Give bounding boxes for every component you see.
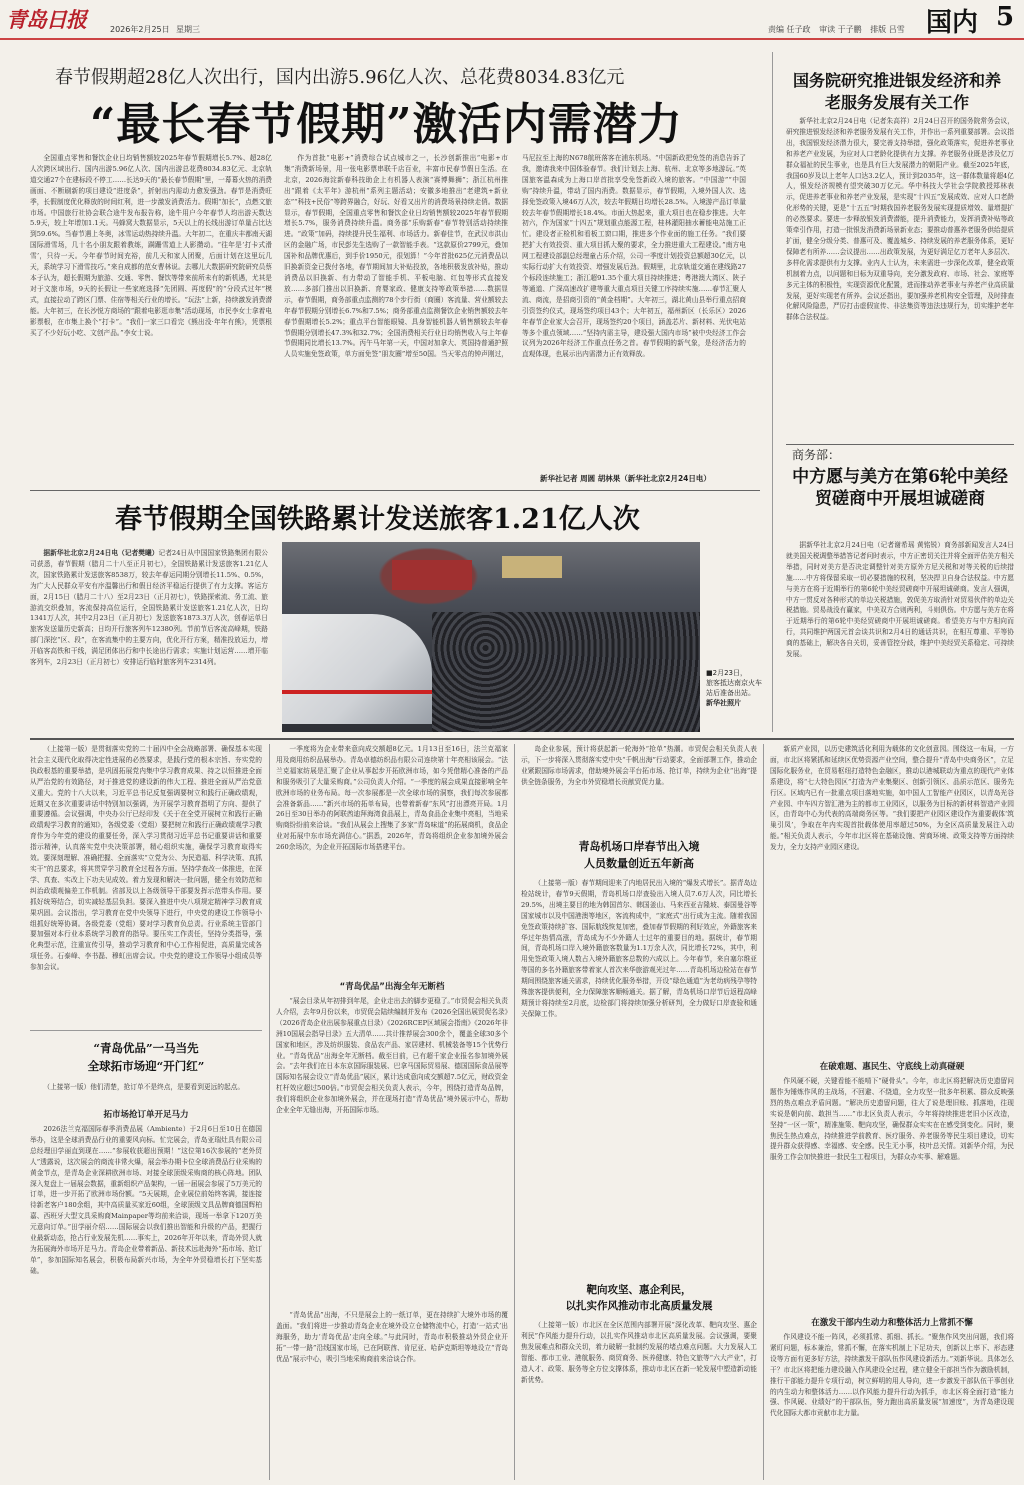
- section-title: 国内: [926, 8, 979, 38]
- lower-col4-a: 新质产业园，以历史建筑活化利用为载体的文化创意园。围绕这一布局，一方面，市北区将紧抓和延续区优势资源产业空间，整合提升“青岛中央商务区”，立足国际化服务业，在贸易枢纽打造特色金融区，推动以港城联动为重点的现代产业体系建设，将“七大特色园区”打造为产业集聚区、创新引领区、品质示范区、服务先行区。区域内已有一批重点项目落地实施，如中国人工智能产业园区，以青岛光谷产业园、中车四方智汇港为主的都市工业园区，以服务为目标的新材料智造产业园区，由青岛中心为代表的高端商务区等。“我们要把产业园区建设作为重要载体‘筑巢引凤’，争取在年内实现首批载体使用率超过50%，为全区高质量发展注入动能。”相关负责人表示，今年市北区将在基础设施、营商环境、政策支持等方面持续发力，全力支持产业园区建设。: [770, 745, 1014, 852]
- lower-divider-2: [514, 744, 515, 1480]
- lower-divider: [30, 738, 1014, 740]
- reviewer-label: 审读: [819, 25, 836, 34]
- rail-headline: 春节假期全国铁路累计发送旅客1.21亿人次: [115, 504, 640, 535]
- qd-headline-2: 全球拓市场迎“开门红”: [87, 1059, 205, 1073]
- lower-col1-a: （上接第一版）是贯彻落实党的二十届四中全会战略部署、确保基本实现社会主义现代化取得决定性进展的必然要求，是践行党的根本宗旨、夯实党的执政根基的重要举措，是巩固拓展党内集中学习教育成果、持之以恒推进全面从严治党的有效路径，对于推进党的建设新的伟大工程、推进全面从严治党意义重大。党的十八大以来，习近平总书记反复强调要树立和践行正确政绩观，近期又在多次重要讲话中特别加以强调，为开展学习教育指明了方向、提供了重要遵循。会议强调，中央办公厅已经印发《关于在全党开展树立和践行正确政绩观学习教育的通知》，各级党委（党组）要把树立和践行正确政绩观学习教育作为今年党的建设的重要任务，深入学习贯彻习近平总书记重要讲话和重要指示精神，认真落实党中央决策部署，精心组织实施，确保学习教育取得实效。要深刻理解、准确把握、全面落实“立党为公、为民造福、科学决策、真抓实干”的总要求，将其贯穿学习教育全过程各方面。坚持学查改一体推进，在深学、真查、实改上下功夫见成效。着力发现和解决一批问题，健全有效防范和纠治政绩观偏差工作机制。省部及以上各级领导干部要发挥示范带头作用。要抓好统筹结合，切实减轻基层负担。要深入推进中央八项规定精神学习教育成果巩固。会议指出，学习教育在党中央领导下进行，中央党的建设工作领导小组抓好统筹协调。各级党委（党组）要对学习教育负总责。行业系统主管部门要加强对本行业本系统学习教育的指导。要压实工作责任，坚持分类指导，强化典型示范，注重宣传引导，推动学习教育和中心工作相促进，高质量完成各项任务。石泰峰、李书磊、穆虹出席会议。中央党的建设工作领导小组成员等参加会议。: [30, 745, 262, 972]
- rail-body: [30, 548, 268, 734]
- sub-head-3-line-2: 以扎实作风推动市北高质量发展: [565, 1300, 713, 1312]
- lower-col2-b: “展会目录从年初排到年尾，企业走出去的脚步更稳了。”市贸促会相关负责人介绍，去年9月份以来，市贸促会陆续编制并发布《2026全国出展贸促名录》（2026青岛企业出展参展重点目录）《2026RCEP区域展会指南》《2026年非洲10国展会指导目录》五大清单……共计推荐展会300余个，覆盖全球30多个国家和地区，涉及纺织服装、食品农产品、家居建材、机械装备等15个优势行业。“青岛优品”出海全年无断档。截至目前，已有超千家企业报名参加境外展会。“去年我们在日本东京国际服装展、巴拿马国际贸易展、德国国际食品展等国际知名展会设立“青岛优品”展区，累计达成意向成交额超7.5亿元，财政资金杠杆效应超过500倍。”市贸促会相关负责人表示，今年，围绕打造青岛品牌，我们将组织企业参加境外展会，并在现场打造“青岛优品”境外展示中心，帮助企业全年无缝出海，开拓国际市场。: [276, 997, 508, 1115]
- sub-head-2: “青岛优品”出海全年无断档: [339, 982, 445, 992]
- photo-crowd: [432, 612, 700, 732]
- editor-label: 责编: [768, 25, 784, 34]
- right1-body: 新华社北京2月24日电（记者朱高祥）2月24日召开的国务院常务会议，研究推进银发经济和养老服务发展有关工作，并作出一系列重要部署。会议指出，我国银发经济潜力很大，要完善支持举措，强化政策落实，促进养老事业和养老产业发展，为应对人口老龄化提供有力支撑。养老服务业既是涉及亿万群众福祉的民生事业，也是具有巨大发展潜力的朝阳产业。截至2025年底，我国60岁及以上老年人口达3.2亿人，预计到2035年，这一群体数量将超4亿人，银发经济规模有望突破30万亿元。华中科技大学社会学院教授郑林表示，促进养老事业和养老产业发展，是实现“十四五”发展成效、应对人口老龄化形势的关键，更是“十五五”时期我国养老服务发展实现提质增效、量增提扩的必然要求。要进一步释放银发消费潜能，提升消费能力，发挥消费补贴等政策牵引作用，打造一批银发消费新场景新业态；要推动普惠养老服务供给提质扩面，健全分级分类、普惠可及、覆盖城乡、持续发展的养老服务体系，更好保障老有所养……会议提出……出政策发展，为更好满足亿万老年人多层次、多样化需求提供有力支撑。业内人士认为，未来需进一步深化改革，健全政策机制着力点，以问题和目标为双重导向，充分激发政府、市场、社会、家庭等多元主体的积极性，实现资源优化配置，进而推动养老事业与养老产业高质量发展，更好实现老有所养。会议还指出，要加强养老机构安全管理，及时排查化解风险隐患，严厉打击虚假宣传、非法集资等违法违规行为，切实维护老年群体合法权益。: [786, 117, 1014, 322]
- lower-col3-c: （上接第一版）市北区在全区范围内部署开展“深化改革、靶向攻坚、惠企利民”作风能力提升行动，以扎实作风推动市北区高质量发展。会议强调，要聚焦发展难点和群众关切，着力破解一批制约发展的堵点难点问题。大力发展人工智能、都市工业、港航服务、商贸商务、医养健康、特色文旅等“六大产业”，打造人才、政策、服务等全方位支撑体系，推动市北区在新一轮发展中塑造新动能新优势。: [521, 1321, 757, 1384]
- editor-name: 任子政: [786, 25, 811, 34]
- caption-text: 旅客抵达南京火车站后准备出站。: [706, 679, 762, 697]
- lower-divider-3: [763, 744, 764, 1480]
- right1-divider: [786, 444, 1014, 445]
- lower-col4-b: 作风硬不硬，关键看能不能啃下“硬骨头”。今年，市北区将把解决历史遗留问题作为锤炼作风的主战场，不回避、不绕道，全力攻坚一批多年积累、群众反映强烈的热点难点矛盾问题。“解决历史遗留问题，往大了说是理旧账、抓落地，往现实说是朝向前、敢担当……”市北区负责人表示，今年将持续推进老旧小区改造，坚持“一区一策”，精准施策、靶向攻坚，确保群众实实在在感受到变化。同时，聚焦民生热点难点，持续推进学前教育、医疗服务、养老服务等民生项目建设，切实提升群众获得感、幸福感、安全感。民生无小事，枝叶总关情。刘新华介绍，为民服务工作会加快推进一批民生工程项目，为群众办实事、解难题。: [770, 1077, 1014, 1162]
- photo-train: [282, 614, 432, 724]
- lower-divider-1: [269, 744, 270, 1480]
- masthead-rule: [0, 38, 1024, 40]
- lead-column-2: 作为首批“电影+”消费综合试点城市之一，长沙创新推出“电影+市集”消费新场景，用一张电影票串联千店百业，丰富市民春节假日生活。在北京，2026海淀新春科技助企上有机器人表演“赛博舞狮”；浙江杭州推出“跟着《太平年》游杭州”系列主题活动；安徽多地推出“老建筑+新业态”“科技+民俗”等跨界融合，好玩、好看又出片的消费场景持续走俏。数据显示，春节假期，全国重点零售和餐饮企业日均销售额较2025年春节假期增长5.7%，服务消费持续升温。商务部“乐购新春”春节特别活动持续推进。“政策”加码，持续提升民生福利、市场活力。新春佳节，在武汉市洪山区的金融广场，市民彭先生选购了一款智能手表。“这款原价2799元，叠加国补和品牌优惠后，到手价1950元，很划算！”今年首批625亿元消费品以旧换新资金已拨付各地，春节期间加大补贴投放，各地积极发放补贴，推动消费品以旧换新、有力带动了智能手机、平板电脑、红包等形式直接发放……多部门推出以旧换新、育婴家政、健康支持等政策举措……数据显示，春节假期，商务部重点监测的78个步行街（商圈）客流量、营业额较去年春节假期分别增长6.7%和7.5%；商务部重点监测餐饮企业销售额较去年春节假期增长5.2%；重点平台智能眼镜、具身智能机器人销售额较去年春节假期分别增长47.3%和32.7%；全国消费相关行业日均销售收入与上年春节假期同比增长13.7%。丙午马年第一天，中国对加拿大、英国持普通护照人员实施免签政策，单方面免签“朋友圈”增至50国。当天零点的钟声刚过，马尼拉至上海的N678航班落客在浦东机场。“中国新政把免签的消息告诉了我，邀请我来中国体验春节。我们计划去上海、杭州、北京等多地游玩。”英国旅客温森成为上海口岸首批享受免签新政入境的旅客。“中国游”“中国购”持续升温，带动了国内消费。数据显示，春节假期，入境外国人次、选择免签政策入境46万人次，较去年假期日均增长28.5%。入境游产品订单量较去年春节假期增长18.4%。市面大热起来，重大项目也在稳步推进。大年初六，作为国家“十四五”规划重点能源工程，桂林灌阳抽水蓄能电站施工正忙。建设者正检机和看板工窗口期，推进多个作业面的施工任务。“我们要把扩大有效投资、重大项目抓大聚的要求，全力推进重大工程建设。”南方电网工程建设部副总经理童占乐介绍，公司一季度计划投资总额超30亿元，以实际行动扩大有效投资、增强发展后劲。假期里，北京轨道交通在建线路27个标段连续施工；浙江超91.35个重大项目持续推进；粤港澳大湾区、陕子等通道、广深高速改扩建等重大重点项目关键工序持续实施……春节汇聚人流、商流，是招商引资的“黄金档期”。大年初三，湖北黄山县举行重点招商引资签约仪式，现场签约项目43个；大年初五，福州新区（长乐区）2026年春节企业家大会召开，现场签约20个项目，涵盖芯片、新材料、光伏电站等多个重点领域……“坚持内需主导，建设强大国内市场”被中央经济工作会议列为2026年经济工作重点任务之首。春节假期的新气象，是经济活力的直观体现，也展示出内需潜力正有效释放。: [284, 154, 746, 359]
- sub-head-5: 在激发干部内生动力和整体活力上常抓不懈: [811, 1318, 973, 1328]
- right2-body: 据新华社北京2月24日电（记者谢希瑶 黄铭锐）商务部新闻发言人24日就美国关税调整举措答记者问时表示，中方正密切关注并将全面评估美方相关举措，同时对美方是否决定调整针对美方原外方尼关税和对等关税的后续措施……中方将保留采取一切必要措施的权利，坚决捍卫自身合法权益。中方愿与美方在将于近期举行的第6轮中美经贸磋商中开展坦诚磋商。发言人强调，中方一贯反对各种形式的单边关税措施，敦促美方取消针对贸易伙伴的单边关税措施。贸易战没有赢家，中美双方合则两利，斗则俱伤。中方愿与美方在将于近期举行的第6轮中美经贸磋商中开展坦诚磋商。希望美方与中方相向而行，共同维护两国元首会谈共识和2月4日的通话共识，在相互尊重、平等协商的基础上，解决各自关切，妥善管控分歧，维护中美经贸关系稳定、可持续发展。: [786, 541, 1014, 659]
- rail-photo-caption: [706, 668, 764, 708]
- lower-col1-rule: [30, 1030, 262, 1031]
- qd-headline-1: “青岛优品”一马当先: [93, 1041, 199, 1055]
- lower-col3-b: （上接第一版）春节期间迎来了内地居民出入境的“爆发式增长”。据青岛边检站统计，春节9天假期，青岛机场口岸查验出入境人员7.6万人次，同比增长29.5%，出境主要目的地为韩国首尔、韩国釜山、马来西亚吉隆坡、泰国曼谷等国家城市以及中国港澳等地区，客流构成中，“家庭式”出行成为主流。随着我国免签政策持续扩容、国际航线恢复加密，叠加春节假期的利好效应，外籍旅客来华过年热情高涨，青岛成为不少外籍人士过年的重要目的地。据统计，春节期间，青岛机场口岸入境外籍旅客数量为1.1万余人次，同比增长72%，其中，利用免签政策入境人数占入境外籍旅客总数的六成以上。今年春节，来自塞尔维亚等国的多名外籍旅客带着家人首次来华旅游观光过年……青岛机场边检站在春节期间围绕旅客通关需求，持续优化服务举措，开设“绿色通道”为老幼病残孕等特殊旅客提供便利，全力保障旅客顺畅通关。据了解，青岛机场口岸节后返程高峰期预计将持续至2月底，边检部门将持续加强分析研判，全力做好口岸查验和通关保障工作。: [521, 879, 757, 1018]
- newspaper-logo: 青岛日报: [6, 7, 86, 32]
- lower-col3-a: 岛企业参展，预计将获起新一轮海外“抢单”热潮。市贸促会相关负责人表示，下一步将深入贯彻落实党中央“千帆出海”行动要求，全面部署工作，推动企业紧跟国际市场需求，借助境外展会平台拓市场、抢订单，持续为企业“出海”提供全链条服务，为全市外贸稳增长贡献贸促力量。: [521, 745, 757, 786]
- qd2-headline-1: 青岛机场口岸春节出入境: [578, 840, 700, 853]
- lower-col1-c: 2026法兰克福国际春季消费品展（Ambiente）于2月6日至10日在德国举办，这是全球消费品行业的重要风向标。忙完展会，青岛亚瑞灶具有限公司总经理田学丽直到现在……“参展收获超出预期！”这位第16次参展的“老外贸人”透露说，这次展会的商流非常火爆，展会举办期卡位全球消费品行业采购的黄金节点，是青岛企业深耕欧洲市场、对接全球顶级采购商的核心阵地。团队深入复盘上一届展会数据，重新组织产品架构，一届一届展会参展了5万美元的订单，进一步开拓了欧洲市场份额。“5天展期，企业展位前始终客满，接连接待新老客户180余组，其中高质量买家近60组，全球顶级文具品牌商德国辉柏嘉、西班牙大型文具采购商Mainpaper等均前来洽谈，现场一举拿下120万美元意向订单。”田学丽介绍……国际展会以我们推出智能和升级的产品，把握行业最新动态，抢占行业发展先机……事实上，2026年开年以来，青岛外贸人就为拓展海外市场开足马力。青岛企业带着新品、新技术远赴海外“拓市场、抢订单”，参加国际知名展会，积极布局新兴市场，为全年外贸稳增长打下坚实基础。: [30, 1125, 262, 1275]
- sub-head-1: 拓市场抢订单开足马力: [103, 1110, 189, 1120]
- layout-name: 吕雪: [888, 25, 905, 34]
- sub-head-3-line-1: 靶向攻坚、惠企利民，: [586, 1284, 692, 1296]
- caption-credit: 新华社照片: [706, 699, 741, 707]
- right2-headline: 中方愿与美方在第6轮中美经贸磋商中开展坦诚磋商: [792, 467, 1008, 509]
- photo-sign-2: [502, 556, 562, 578]
- right2-kicker: 商务部：: [792, 448, 841, 462]
- rail-photo: [282, 542, 700, 732]
- rail-dateline: 据新华社北京2月24日电（记者樊曦）: [43, 549, 159, 557]
- lower-col1-b: （上接第一版）他们清楚，抢订单不是终点，是要看到更远的起点。: [43, 1083, 245, 1091]
- lower-col2-c: “青岛优品”出海，不只是展会上的一纸订单，更在持续扩大境外市场的覆盖面。“我们将进一步推动青岛企业在境外设立仓储物流中心，打造‘一站式’出海服务，助力‘青岛优品’走向全球。”与此同时，青岛市积极推动外贸企业开拓“一带一路”沿线国家市场，已在阿联酋、肯尼亚、哈萨克斯坦等地设立“青岛优品”展示中心，吸引当地采购商前来洽谈合作。: [276, 1311, 508, 1363]
- lead-divider: [30, 490, 760, 491]
- masthead: [0, 0, 1024, 40]
- editor-credits: [768, 24, 905, 35]
- lower-col4-c: 作风建设不能一阵风，必须抓常、抓细、抓长。“聚焦作风突出问题，我们将紧盯问题，标本兼治，常抓不懈，在落实机制上下足功夫，创新以上率下、形态建设等方面有更多好方法，持续激发干部队伍作风建设新活力。”刘新华说。具体怎么干？市北区将把能力建设融入作风建设全过程，建立健全干部担当作为激励机制，推行干部能力提升专项行动，树立鲜明的用人导向，进一步激发干部队伍干事创业的内生动力和整体活力……以作风能力提升行动为抓手，市北区将全面打造“能力强、作风硬、业绩好”的干部队伍，努力跑出高质量发展“加速度”，为青岛建设现代化国际大都市贡献市北力量。: [770, 1333, 1014, 1418]
- issue-weekday: 星期三: [176, 25, 200, 34]
- lead-byline: 新华社记者 周圆 胡林果（新华社北京2月24日电）: [540, 474, 711, 483]
- lead-headline: “最长春节假期”激活内需潜力: [90, 99, 683, 150]
- reviewer-name: 于子鹏: [837, 25, 862, 34]
- issue-date: 2026年2月25日: [110, 25, 170, 34]
- lower-col2-a: 一季度将为企业带来意向成交额超8亿元。1月13日至16日，法兰克福家用及商用纺织品展举办。青岛卓德纺织品有限公司连续第十年亮相该展会。“法兰克福家纺展是汇聚了企业从事起步开拓欧洲市场，如今凭借精心准备的产品和服务吸引了大量采购商。”公司负责人介绍。“一季度的展会成果直接影响全年欧洲市场的业务布局。每一次参展都是一次全球市场的洞察，我们每次参展都会准备新品……”新兴市场的拓单布局，也带着新春“东风”打出漂亮开局。1月26日至30日举办的阿联酋迪拜海湾食品展上，青岛食品企业集中亮相，当地采购商纷纷前来洽谈。“我们从展会上搜集了多家“青岛味道”的拓展商机，食品企业对拓展中东市场充满信心。”据悉，2026年，青岛将组织企业参加境外展会260余场次，为企业开拓国际市场搭建平台。: [276, 745, 508, 852]
- right1-headline: 国务院研究推进银发经济和养老服务发展有关工作: [792, 71, 1001, 112]
- photo-sign: [392, 560, 472, 590]
- lead-kicker: 春节假期超28亿人次出行，国内出游5.96亿人次、总花费8034.83亿元: [55, 67, 625, 88]
- layout-label: 排版: [870, 25, 887, 34]
- caption-date: ■2月23日，: [706, 669, 747, 677]
- page-number: 5: [996, 2, 1015, 32]
- photo-train-stripe: [282, 690, 432, 694]
- sub-head-4: 在破难题、惠民生、守底线上动真碰硬: [819, 1062, 965, 1072]
- rail-text: 记者24日从中国国家铁路集团有限公司获悉，春节假期（腊月二十八至正月初七），全国铁路累计发送旅客1.21亿人次，国家铁路累计发送旅客8538万，较去年春运同期分别增长11.5%、0.5%，为广大人民群众平安有序温馨出行和假日经济平稳运行提供了有力支撑。客运方面，2月15日（腊月二十八）至2月23日（正月初七），铁路探索流、务工流、旅游流交织叠加，客流保持高位运行，全国铁路累计发送旅客1.21亿人次，日均1341万人次，其中2月23日（正月初七）发送旅客1873.3万人次，创春运单日旅客发送量历史新高；日均开行旅客列车12380列。节前节后客流高峰期，铁路部门深挖“区、段”，在客流集中的主要方向，优化开行方案，精准投放运力，增开临客高铁和干线，满足团体出行和中长途出行需求；实施计划运营……增开临客列车，2月23日（正月初七）安排运行临时旅客列车2314列。: [30, 549, 268, 667]
- lead-column-1: 全国重点零售和餐饮企业日均销售额较2025年春节假期增长5.7%、超28亿人次跨区域出行、国内出游5.96亿人次、国内出游总花费8034.83亿元、北京轨道交通27个在建标段不停工……长达9天的“最长春节假期”里，一幕幕火热的消费画面、不断刷新的项目建设“进度条”，折射出内需动力愈发强劲。春节是消费旺季，长假制度优化释放的时间红利，进一步激发消费活力。假期“加长”，点燃文旅市场。中国旅行社协会联合途牛发布报告称，途牛用户今年春节人均出游天数达5.9天，较上年增加1.1天。马蜂窝大数据显示，5天以上的长线出游订单量占比达到59.6%。当春节遇上冬奥，冰雪运动热持续升温。大年初二，在重庆丰都南天湖国际滑雪场，几十名小朋友跟着教练，蹒跚雪道上人影攒动。“往年是‘打卡式滑雪’，只待一天。今年春节时间充裕，前几天和家人团聚，后面计划在这里玩几天，系统学习下滑雪技巧。”来自成都的范女曹林说。去哪儿大数据研究院研究员蔡本子认为，超长假期为旅游、交通、零售、餐饮等带来前所未有的新机遇，尤其是对于文旅市场，9天的长假让一些家庭选择“先团圆、再度假”的“分段式过年”模式，直接拉动了跨区门票、住宿等相关行业的增长。“玩法”上新，持续激发消费潜能。大年初三，在长沙悦方商场的“跟着电影逛市集”活动现场，市民李女士拿着电影票根，在市集上换个“打卡”。“我们一家三口看完《熊出没·年年有熊》，凭票根买了不少好玩小吃、文创产品。”李女士说。: [30, 154, 272, 337]
- qd2-headline-2: 人员数量创近五年新高: [584, 857, 694, 870]
- right-column-divider: [772, 52, 773, 732]
